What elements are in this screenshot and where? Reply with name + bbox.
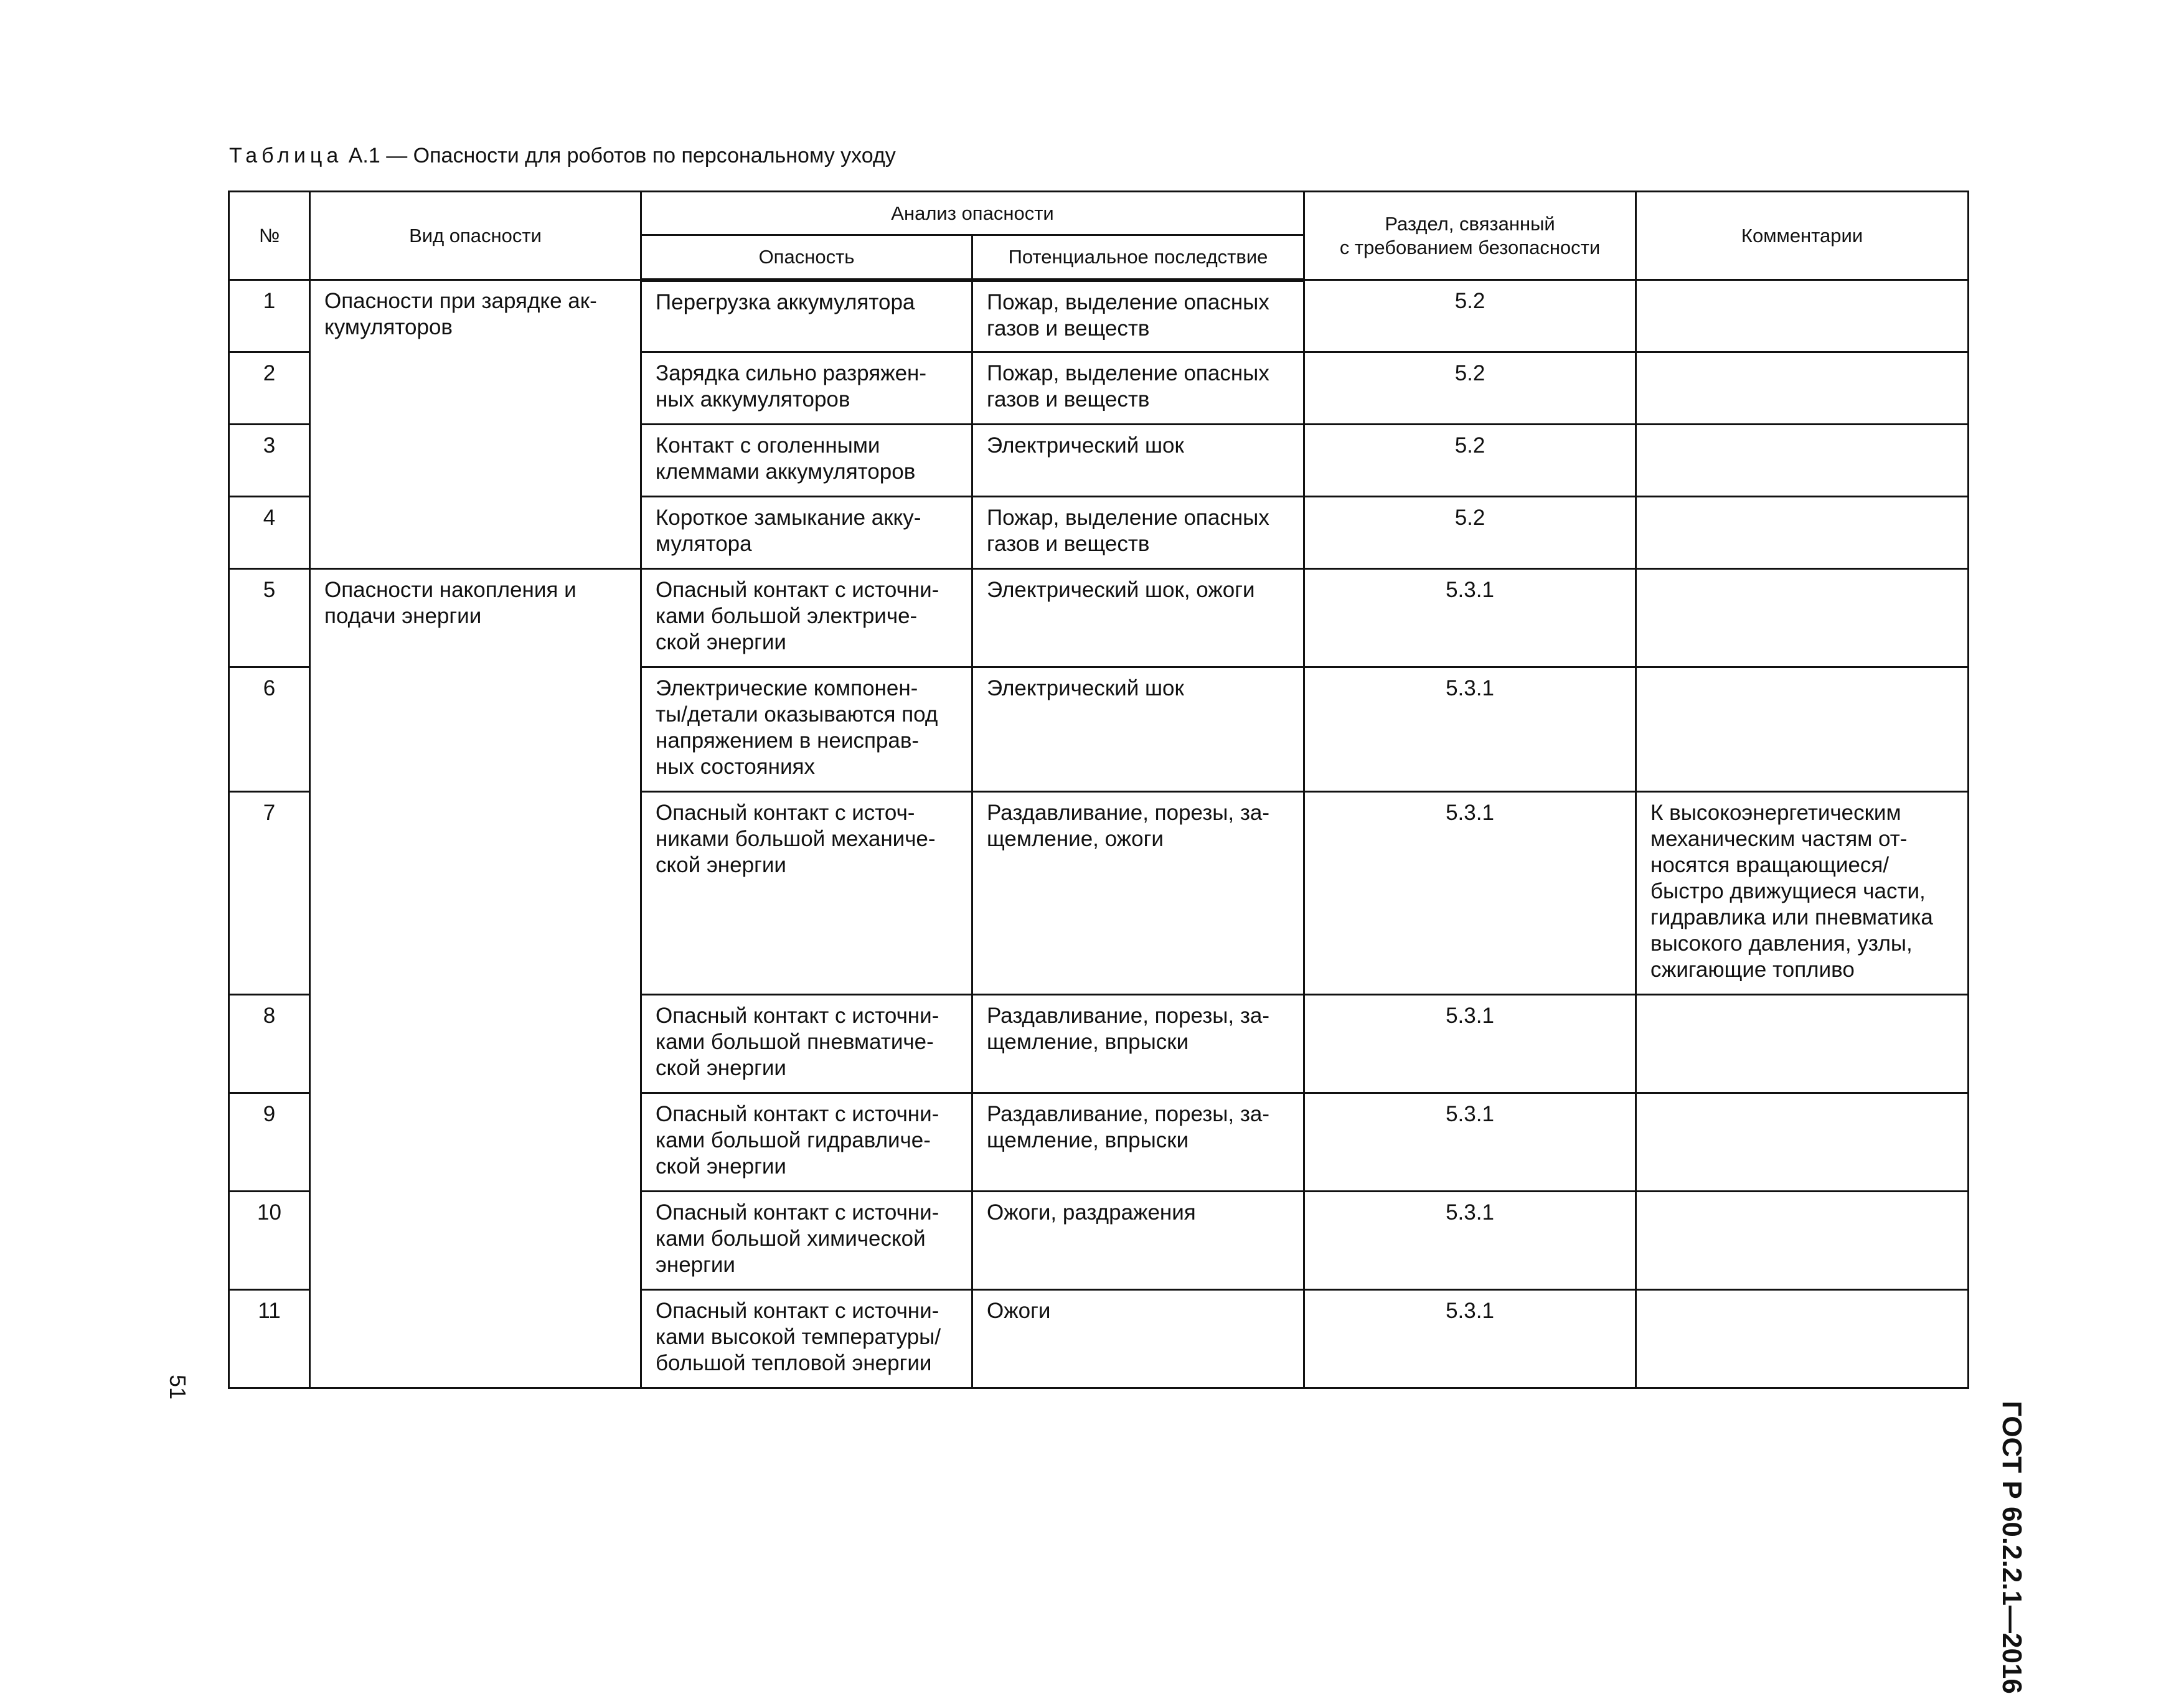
header-hazard-type: Вид опасности	[310, 192, 641, 280]
header-related-section: Раздел, связанный с требованием безопасности	[1304, 192, 1636, 280]
comment-cell	[1636, 1290, 1969, 1388]
hazard-cell: Опасный контакт с источни- ками большой пневматиче- ской энергии	[641, 995, 972, 1093]
hazard-cell: Зарядка сильно разряжен- ных аккумуляторов	[641, 352, 972, 425]
header-number: №	[229, 192, 310, 280]
consequence-cell: Пожар, выделение опасных газов и веществ	[972, 497, 1304, 569]
comment-cell: К высокоэнергетическим механическим частям от- носятся вращающиеся/ быстро движущиеся части, гидравлика или пневматика высокого давления, узлы, сжигающие топливо	[1636, 792, 1969, 995]
hazard-type-group: Опасности накопления и подачи энергии	[310, 569, 641, 1388]
document-designation: ГОСТ Р 60.2.2.1—2016	[1997, 1401, 2027, 1694]
comment-cell	[1636, 280, 1969, 352]
consequence-cell: Раздавливание, порезы, за- щемление, ожоги	[972, 792, 1304, 995]
comment-cell	[1636, 569, 1969, 667]
hazard-cell: Опасный контакт с источни- ками большой гидравличе- ской энергии	[641, 1093, 972, 1192]
comment-cell	[1636, 995, 1969, 1093]
comment-cell	[1636, 1192, 1969, 1290]
header-comments: Комментарии	[1636, 192, 1969, 280]
hazard-cell: Контакт с оголенными клеммами аккумуляторов	[641, 425, 972, 497]
row-number: 7	[229, 792, 310, 995]
hazards-table	[228, 191, 1969, 1389]
consequence-cell: Электрический шок	[972, 425, 1304, 497]
section-cell: 5.3.1	[1304, 667, 1636, 792]
header-hazard: Опасность	[641, 235, 972, 280]
row-number: 4	[229, 497, 310, 569]
hazard-cell: Перегрузка аккумулятора	[641, 280, 972, 352]
table-body	[229, 280, 1969, 1388]
comment-cell	[1636, 352, 1969, 425]
section-cell: 5.3.1	[1304, 1290, 1636, 1388]
section-cell: 5.2	[1304, 425, 1636, 497]
row-number: 1	[229, 280, 310, 352]
row-number: 9	[229, 1093, 310, 1192]
hazard-cell: Короткое замыкание акку- мулятора	[641, 497, 972, 569]
table-row	[229, 280, 1969, 352]
section-cell: 5.3.1	[1304, 1093, 1636, 1192]
section-cell: 5.3.1	[1304, 569, 1636, 667]
header-potential-consequence: Потенциальное последствие	[972, 235, 1304, 280]
consequence-cell: Ожоги	[972, 1290, 1304, 1388]
section-cell: 5.2	[1304, 497, 1636, 569]
section-cell: 5.3.1	[1304, 1192, 1636, 1290]
hazard-cell: Электрические компонен- ты/детали оказываются под напряжением в неисправ- ных состояниях	[641, 667, 972, 792]
hazard-cell: Опасный контакт с источни- ками большой электриче- ской энергии	[641, 569, 972, 667]
row-number: 5	[229, 569, 310, 667]
hazard-cell: Опасный контакт с источ- никами большой механиче- ской энергии	[641, 792, 972, 995]
consequence-cell: Электрический шок, ожоги	[972, 569, 1304, 667]
consequence-cell: Пожар, выделение опасных газов и веществ	[972, 352, 1304, 425]
consequence-cell: Пожар, выделение опасных газов и веществ	[972, 280, 1304, 352]
row-number: 3	[229, 425, 310, 497]
hazard-cell: Опасный контакт с источни- ками большой химической энергии	[641, 1192, 972, 1290]
consequence-cell: Раздавливание, порезы, за- щемление, впрыски	[972, 1093, 1304, 1192]
table-caption-text: А.1 — Опасности для роботов по персональному уходу	[342, 144, 896, 167]
consequence-cell: Электрический шок	[972, 667, 1304, 792]
row-number: 2	[229, 352, 310, 425]
hazard-cell: Опасный контакт с источни- ками высокой температуры/ большой тепловой энергии	[641, 1290, 972, 1388]
section-cell: 5.3.1	[1304, 995, 1636, 1093]
row-number: 10	[229, 1192, 310, 1290]
table-caption	[229, 141, 896, 171]
comment-cell	[1636, 667, 1969, 792]
comment-cell	[1636, 425, 1969, 497]
row-number: 8	[229, 995, 310, 1093]
section-cell: 5.2	[1304, 280, 1636, 352]
section-cell: 5.3.1	[1304, 792, 1636, 995]
hazard-type-group: Опасности при зарядке ак- кумуляторов	[310, 280, 641, 569]
comment-cell	[1636, 1093, 1969, 1192]
row-number: 6	[229, 667, 310, 792]
header-hazard-analysis: Анализ опасности	[641, 192, 1304, 235]
table-caption-label: Таблица	[229, 144, 343, 167]
consequence-cell: Раздавливание, порезы, за- щемление, впрыски	[972, 995, 1304, 1093]
comment-cell	[1636, 497, 1969, 569]
section-cell: 5.2	[1304, 352, 1636, 425]
row-number: 11	[229, 1290, 310, 1388]
page-number: 51	[165, 1375, 191, 1400]
table-row	[229, 569, 1969, 667]
consequence-cell: Ожоги, раздражения	[972, 1192, 1304, 1290]
